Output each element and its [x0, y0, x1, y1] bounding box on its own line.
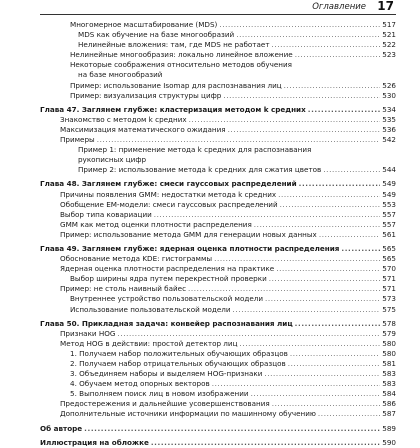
toc-entry-page: 549	[382, 189, 396, 199]
dot-leader	[236, 30, 380, 40]
toc-entry-page: 565	[382, 243, 396, 253]
toc-entry-page: 571	[382, 274, 396, 284]
toc-entry-page: 589	[382, 423, 396, 433]
dot-leader	[154, 210, 380, 220]
toc-entry[interactable]	[40, 230, 396, 240]
toc-entry[interactable]	[40, 210, 396, 220]
toc-entry-title: рукописных цифр	[78, 155, 147, 165]
toc-entry-page: 542	[382, 135, 396, 145]
dot-leader	[341, 244, 380, 254]
toc-entry[interactable]	[40, 70, 396, 80]
dot-leader	[264, 369, 380, 379]
dot-leader	[233, 305, 380, 315]
toc-entry-title: Глава 48. Заглянем глубже: смеси гауссовых распределений	[40, 179, 297, 189]
dot-leader	[219, 20, 380, 30]
dot-leader	[319, 230, 380, 240]
dot-leader	[299, 179, 380, 189]
toc-entry-title: Причины появления GMM: недостатки метода k средних	[60, 189, 277, 199]
toc-entry-page: 579	[382, 328, 396, 338]
dot-leader	[318, 409, 380, 419]
toc-entry-page: 570	[382, 264, 396, 274]
dot-leader	[84, 424, 380, 434]
toc-entry-page: 581	[382, 359, 396, 368]
toc-entry-page: 590	[382, 437, 396, 447]
dot-leader	[251, 389, 380, 399]
toc-entry-page: 557	[382, 219, 396, 229]
toc-entry-title: Обобщение ЕМ-модели: смеси гауссовых распределений	[60, 199, 278, 209]
toc-entry-title: MDS как обучение на базе многообразий	[78, 30, 235, 40]
page-header	[40, 0, 396, 15]
toc-entry[interactable]	[40, 81, 396, 91]
toc-entry[interactable]	[40, 294, 396, 304]
toc-entry-page: 573	[382, 294, 396, 304]
toc-entry-page: 586	[382, 399, 396, 409]
toc-entry[interactable]	[40, 329, 396, 339]
toc-entry-title: Признаки HOG	[60, 328, 116, 338]
dot-leader	[118, 329, 381, 339]
toc-entry-page: 526	[382, 80, 396, 90]
toc-entry-page: 557	[382, 209, 396, 219]
dot-leader	[265, 294, 380, 304]
toc-entry-title: Иллюстрация на обложке	[40, 437, 149, 447]
toc-entry[interactable]	[40, 389, 396, 399]
toc-entry-title: Пример: использование метода GMM для генерации новых данных	[60, 229, 317, 239]
toc-entry-title: Дополнительные источники информации по машинному обучению	[60, 409, 316, 419]
toc-entry[interactable]	[40, 379, 396, 389]
dot-leader	[97, 135, 380, 145]
toc-entry-title: Некоторые соображения относительно методов обучения	[70, 60, 293, 70]
toc-entry[interactable]	[40, 91, 396, 101]
toc-entry-title: Использование пользовательской модели	[70, 304, 231, 314]
toc-entry-page: 523	[382, 50, 396, 60]
toc-entry-page: 587	[382, 409, 396, 419]
toc-chapter-entry[interactable]	[40, 244, 396, 254]
toc-entry-title: GMM как метод оценки плотности распределения	[60, 219, 252, 229]
toc-entry-title: на базе многообразий	[78, 70, 163, 80]
toc-chapter-entry[interactable]	[40, 438, 396, 448]
toc-chapter-entry[interactable]	[40, 179, 396, 189]
toc-entry[interactable]	[40, 274, 396, 284]
toc-entry[interactable]	[40, 369, 396, 379]
dot-leader	[276, 264, 380, 274]
toc-entry-title: Пример 2: использование метода k средних для сжатия цветов	[78, 165, 322, 175]
toc-chapter-entry[interactable]	[40, 319, 396, 329]
toc-entry-title: 1. Получаем набор положительных обучающих образцов	[70, 348, 288, 358]
table-of-contents	[40, 20, 396, 448]
dot-leader	[272, 40, 380, 50]
toc-entry-page: 517	[382, 20, 396, 29]
dot-leader	[278, 190, 380, 200]
toc-entry-page: 521	[382, 30, 396, 40]
toc-entry[interactable]	[40, 254, 396, 264]
toc-entry[interactable]	[40, 135, 396, 145]
toc-entry[interactable]	[40, 399, 396, 409]
toc-entry[interactable]	[40, 40, 396, 50]
toc-entry-page: 583	[382, 369, 396, 379]
toc-entry-title: Глава 49. Заглянем глубже: ядерная оценка плотности распределения	[40, 243, 340, 253]
toc-entry-title: 5. Выполняем поиск лиц в новом изображении	[70, 389, 249, 399]
toc-entry[interactable]	[40, 305, 396, 315]
toc-entry-title: Пример: визуализация структуры цифр	[70, 90, 222, 100]
toc-entry[interactable]	[40, 349, 396, 359]
toc-entry[interactable]	[40, 30, 396, 40]
dot-leader	[280, 200, 380, 210]
toc-entry-title: Пример: использование Isomap для распознавания лиц	[70, 80, 282, 90]
dot-leader	[228, 125, 380, 135]
toc-entry-title: Нелинейные вложения: там, где MDS не работает	[78, 40, 270, 50]
dot-leader	[308, 105, 380, 115]
toc-entry[interactable]	[40, 115, 396, 125]
toc-entry-title: Предостережения и дальнейшие усовершенствования	[60, 399, 270, 409]
toc-entry-title: 4. Обучаем метод опорных векторов	[70, 379, 210, 389]
toc-entry-title: Нелинейные многообразия: локально линейное вложение	[70, 50, 293, 60]
dot-leader	[269, 274, 380, 284]
toc-entry[interactable]	[40, 155, 396, 165]
dot-leader	[214, 254, 380, 264]
toc-entry-title: 3. Объединяем наборы и выделяем HOG-признаки	[70, 369, 263, 379]
toc-entry-page: 530	[382, 90, 396, 100]
dot-leader	[284, 81, 380, 91]
toc-entry-title: Внутреннее устройство пользовательской модели	[70, 294, 264, 304]
dot-leader	[189, 115, 380, 125]
toc-entry-title: Выбор ширины ядра путем перекрестной проверки	[70, 274, 267, 284]
toc-entry-page: 565	[382, 254, 396, 264]
dot-leader	[151, 438, 380, 448]
toc-entry[interactable]	[40, 165, 396, 175]
toc-entry[interactable]	[40, 264, 396, 274]
toc-entry-page: 571	[382, 284, 396, 294]
toc-entry-page: 561	[382, 229, 396, 239]
dot-leader	[254, 220, 380, 230]
toc-entry-title: Максимизация математического ожидания	[60, 124, 226, 134]
toc-entry[interactable]	[40, 20, 396, 30]
toc-entry-title: Знакомство с методом k средних	[60, 114, 187, 124]
toc-entry[interactable]	[40, 50, 396, 60]
toc-entry[interactable]	[40, 339, 396, 349]
toc-entry-page: 580	[382, 338, 396, 348]
page-number: 17	[377, 0, 394, 13]
toc-entry-title: Глава 50. Прикладная задача: конвейер распознавания лиц	[40, 318, 293, 328]
toc-entry[interactable]	[40, 145, 396, 155]
toc-entry[interactable]	[40, 359, 396, 369]
toc-entry-title: Примеры	[60, 135, 95, 145]
toc-chapter-entry[interactable]	[40, 424, 396, 434]
toc-entry-title: Об авторе	[40, 423, 83, 433]
toc-entry-title: Обоснование метода KDE: гистограммы	[60, 254, 213, 264]
toc-entry-page: 536	[382, 124, 396, 134]
toc-entry[interactable]	[40, 409, 396, 419]
toc-entry[interactable]	[40, 125, 396, 135]
toc-entry-page: 575	[382, 304, 396, 314]
toc-entry-title: Выбор типа ковариации	[60, 209, 152, 219]
toc-entry-page: 522	[382, 40, 396, 50]
toc-entry-title: Ядерная оценка плотности распределения на практике	[60, 264, 275, 274]
dot-leader	[239, 339, 380, 349]
toc-entry-title: Пример 1: применение метода k средних для распознавания	[78, 145, 312, 155]
dot-leader	[212, 379, 380, 389]
toc-entry[interactable]	[40, 190, 396, 200]
toc-entry[interactable]	[40, 200, 396, 210]
dot-leader	[164, 70, 380, 80]
dot-leader	[295, 50, 380, 60]
toc-entry-title: Многомерное масштабирование (MDS)	[70, 20, 218, 29]
dot-leader	[223, 91, 380, 101]
toc-entry-page: 583	[382, 379, 396, 389]
toc-chapter-entry[interactable]	[40, 105, 396, 115]
toc-entry-page: 553	[382, 199, 396, 209]
dot-leader	[295, 319, 380, 329]
toc-entry-page: 535	[382, 114, 396, 124]
dot-leader	[323, 165, 380, 175]
toc-entry-page: 584	[382, 389, 396, 399]
toc-entry-page: 544	[382, 165, 396, 175]
toc-entry-title: Метод HOG в действии: простой детектор лиц	[60, 338, 238, 348]
toc-entry[interactable]	[40, 220, 396, 230]
toc-entry-title: Пример: не столь наивный байес	[60, 284, 187, 294]
toc-entry-title: Глава 47. Заглянем глубже: кластеризация методом k средних	[40, 104, 306, 114]
toc-entry-title: 2. Получаем набор отрицательных обучающих образцов	[70, 359, 286, 368]
toc-entry-page: 578	[382, 318, 396, 328]
dot-leader	[188, 284, 380, 294]
dot-leader	[290, 349, 380, 359]
dot-leader	[288, 359, 380, 369]
toc-entry[interactable]	[40, 60, 396, 70]
dot-leader	[148, 155, 380, 165]
toc-entry[interactable]	[40, 284, 396, 294]
toc-entry-page: 580	[382, 348, 396, 358]
toc-entry-page: 534	[382, 104, 396, 114]
toc-entry-page: 549	[382, 179, 396, 189]
dot-leader	[272, 399, 380, 409]
running-header-title: Оглавление	[312, 2, 366, 12]
